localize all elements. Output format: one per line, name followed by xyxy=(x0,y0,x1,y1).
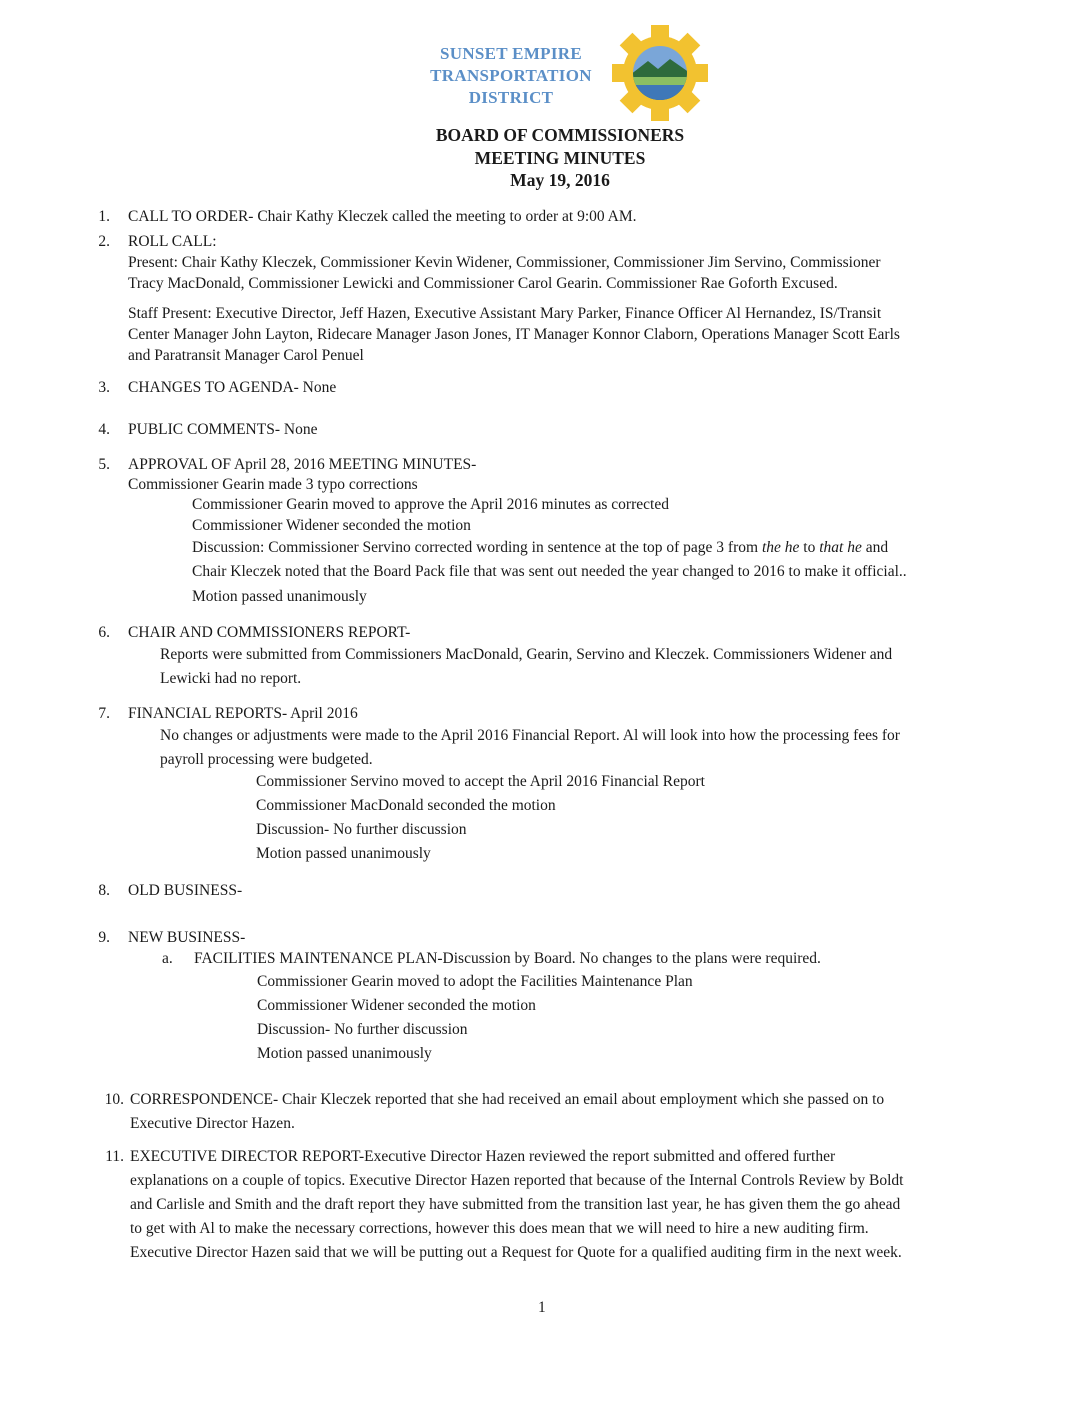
item-8-heading: OLD BUSINESS- xyxy=(128,882,243,899)
facilities-motion-line: Commissioner Gearin moved to adopt the Facilities Maintenance Plan xyxy=(257,973,693,990)
item-6-number: 6. xyxy=(98,624,110,641)
roll-call-present-1: Present: Chair Kathy Kleczek, Commissioner Kevin Widener, Commissioner, Commissioner Jim Servino, Commissioner xyxy=(128,254,881,271)
item-4-number: 4. xyxy=(98,421,110,438)
org-name-line2: TRANSPORTATION xyxy=(430,66,592,85)
item-9-heading: NEW BUSINESS- xyxy=(128,929,246,946)
financial-second-line: Commissioner MacDonald seconded the motion xyxy=(256,797,556,814)
director-report-line2: explanations on a couple of topics. Executive Director Hazen reported that because of the Internal Controls Review by Boldt xyxy=(130,1172,904,1189)
minutes-passed-line: Motion passed unanimously xyxy=(192,588,367,605)
minutes-typo-line: Commissioner Gearin made 3 typo corrections xyxy=(128,476,418,493)
item-1-number: 1. xyxy=(98,208,110,225)
discussion-text-a: Discussion: Commissioner Servino corrected wording in sentence at the top of page 3 from xyxy=(192,539,762,556)
facilities-passed-line: Motion passed unanimously xyxy=(257,1045,432,1062)
director-report-line3: and Carlisle and Smith and the draft report they have submitted from the transition last year, he has given them the go ahead xyxy=(130,1196,901,1213)
minutes-motion-line: Commissioner Gearin moved to approve the April 2016 minutes as corrected xyxy=(192,496,669,513)
page-number: 1 xyxy=(538,1299,546,1316)
discussion-text-d: that he xyxy=(819,539,862,556)
item-2-heading: ROLL CALL: xyxy=(128,233,217,250)
discussion-text-b: the he xyxy=(761,539,800,556)
roll-call-staff-3: and Paratransit Manager Carol Penuel xyxy=(128,347,364,364)
discussion-text-c: to xyxy=(799,539,820,556)
financial-report-line1: No changes or adjustments were made to the April 2016 Financial Report. Al will look into how the processing fees for xyxy=(160,727,900,744)
commissioners-report-line2: Lewicki had no report. xyxy=(160,670,302,687)
minutes-second-line: Commissioner Widener seconded the motion xyxy=(192,517,471,534)
financial-report-line2: payroll processing were budgeted. xyxy=(160,751,373,768)
financial-motion-line: Commissioner Servino moved to accept the April 2016 Financial Report xyxy=(256,773,705,790)
discussion-text-e: and xyxy=(861,539,889,556)
correspondence-line2: Executive Director Hazen. xyxy=(130,1115,295,1132)
item-5-number: 5. xyxy=(98,456,110,473)
item-7-heading: FINANCIAL REPORTS- April 2016 xyxy=(128,705,358,722)
minutes-discussion-line xyxy=(192,539,888,557)
item-1-text: CALL TO ORDER- Chair Kathy Kleczek called the meeting to order at 9:00 AM. xyxy=(128,208,637,225)
minutes-board-pack-line: Chair Kleczek noted that the Board Pack file that was sent out needed the year changed to 2016 to make it official.. xyxy=(192,563,907,580)
item-9-number: 9. xyxy=(98,929,110,946)
gear-landscape-logo xyxy=(608,24,712,122)
item-5-heading: APPROVAL OF April 28, 2016 MEETING MINUTES- xyxy=(128,456,477,473)
roll-call-staff-2: Center Manager John Layton, Ridecare Manager Jason Jones, IT Manager Konnor Claborn, Operations Manager Scott Earls xyxy=(128,326,900,343)
item-7-number: 7. xyxy=(98,705,110,722)
director-report-line5: Executive Director Hazen said that we will be putting out a Request for Quote for a qualified auditing firm in the next week. xyxy=(130,1244,902,1261)
subitem-a-text: FACILITIES MAINTENANCE PLAN-Discussion by Board. No changes to the plans were required. xyxy=(194,950,821,967)
item-8-number: 8. xyxy=(98,882,110,899)
document-title xyxy=(380,124,740,192)
correspondence-line1: CORRESPONDENCE- Chair Kleczek reported that she had received an email about employment which she passed on to xyxy=(130,1091,885,1108)
org-name xyxy=(418,43,604,109)
item-3-number: 3. xyxy=(98,379,110,396)
item-2-number: 2. xyxy=(98,233,110,250)
title-line1: BOARD OF COMMISSIONERS xyxy=(435,125,685,145)
commissioners-report-line1: Reports were submitted from Commissioners MacDonald, Gearin, Servino and Kleczek. Commissioners Widener and xyxy=(160,646,893,663)
director-report-line4: to get with Al to make the necessary corrections, however this does mean that we will need to hire a new auditing firm. xyxy=(130,1220,869,1237)
director-report-line1: EXECUTIVE DIRECTOR REPORT-Executive Director Hazen reviewed the report submitted and offered further xyxy=(130,1148,836,1165)
item-10-number: 10. xyxy=(104,1091,124,1108)
roll-call-present-2: Tracy MacDonald, Commissioner Lewicki and Commissioner Carol Gearin. Commissioner Rae Goforth Excused. xyxy=(128,275,838,292)
facilities-discussion-line: Discussion- No further discussion xyxy=(257,1021,468,1038)
item-6-heading: CHAIR AND COMMISSIONERS REPORT- xyxy=(128,624,411,641)
facilities-second-line: Commissioner Widener seconded the motion xyxy=(257,997,536,1014)
item-4-text: PUBLIC COMMENTS- None xyxy=(128,421,318,438)
title-line2: MEETING MINUTES xyxy=(474,147,646,168)
roll-call-staff-1: Staff Present: Executive Director, Jeff Hazen, Executive Assistant Mary Parker, Finance Officer Al Hernandez, IS/Transit xyxy=(128,305,882,322)
subitem-a-label: a. xyxy=(162,950,173,967)
item-11-number: 11. xyxy=(105,1148,124,1165)
meeting-date: May 19, 2016 xyxy=(510,170,610,190)
financial-passed-line: Motion passed unanimously xyxy=(256,845,431,862)
org-name-line3: DISTRICT xyxy=(468,88,554,107)
item-3-text: CHANGES TO AGENDA- None xyxy=(128,379,337,396)
org-name-line1: SUNSET EMPIRE xyxy=(440,44,582,63)
financial-discussion-line: Discussion- No further discussion xyxy=(256,821,467,838)
